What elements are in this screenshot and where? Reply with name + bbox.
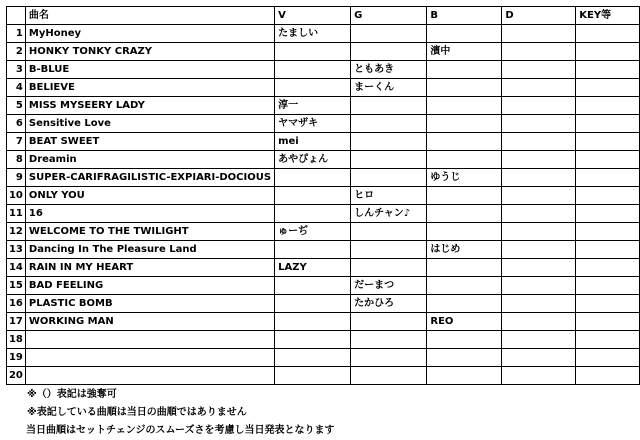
key-cell	[576, 169, 640, 187]
header-drums: D	[502, 7, 576, 25]
row-number: 5	[7, 97, 26, 115]
row-number: 13	[7, 241, 26, 259]
row-number: 11	[7, 205, 26, 223]
song-cell: MISS MYSEERY LADY	[25, 97, 274, 115]
bass-cell	[427, 205, 502, 223]
table-row	[7, 331, 640, 349]
note-line: 当日曲順はセットチェンジのスムーズさを考慮し当日発表となります	[26, 425, 335, 436]
key-cell	[576, 61, 640, 79]
key-cell	[576, 349, 640, 367]
guitar-cell: ヒロ	[351, 187, 427, 205]
guitar-cell: しんチャン♪	[351, 205, 427, 223]
key-cell	[576, 223, 640, 241]
bass-cell	[427, 223, 502, 241]
guitar-cell	[351, 151, 427, 169]
drums-cell	[502, 169, 576, 187]
song-cell: B-BLUE	[25, 61, 274, 79]
bass-cell	[427, 295, 502, 313]
vocal-cell: mei	[275, 133, 351, 151]
table-row	[7, 79, 640, 97]
bass-cell	[427, 349, 502, 367]
key-cell	[576, 97, 640, 115]
table-row	[7, 97, 640, 115]
song-cell: ONLY YOU	[25, 187, 274, 205]
guitar-cell	[351, 133, 427, 151]
guitar-cell: まーくん	[351, 79, 427, 97]
row-number: 6	[7, 115, 26, 133]
header-key: KEY等	[576, 7, 640, 25]
table-row	[7, 259, 640, 277]
vocal-cell	[275, 349, 351, 367]
row-number: 19	[7, 349, 26, 367]
vocal-cell	[275, 79, 351, 97]
guitar-cell: ともあき	[351, 61, 427, 79]
drums-cell	[502, 349, 576, 367]
bass-cell: REO	[427, 313, 502, 331]
vocal-cell	[275, 61, 351, 79]
guitar-cell	[351, 349, 427, 367]
drums-cell	[502, 97, 576, 115]
bass-cell	[427, 151, 502, 169]
song-cell: Sensitive Love	[25, 115, 274, 133]
song-cell	[25, 349, 274, 367]
guitar-cell	[351, 259, 427, 277]
drums-cell	[502, 25, 576, 43]
table-row	[7, 43, 640, 61]
key-cell	[576, 331, 640, 349]
guitar-cell	[351, 169, 427, 187]
row-number: 9	[7, 169, 26, 187]
guitar-cell: だーまつ	[351, 277, 427, 295]
drums-cell	[502, 367, 576, 385]
guitar-cell	[351, 97, 427, 115]
header-bass: B	[427, 7, 502, 25]
header-song: 曲名	[25, 7, 274, 25]
row-number: 18	[7, 331, 26, 349]
note-line: ※表記している曲順は当日の曲順ではありません	[27, 407, 247, 418]
header-number	[7, 7, 26, 25]
table-row	[7, 187, 640, 205]
song-cell: PLASTIC BOMB	[25, 295, 274, 313]
table-row	[7, 241, 640, 259]
header-vocal: V	[275, 7, 351, 25]
vocal-cell	[275, 241, 351, 259]
key-cell	[576, 115, 640, 133]
bass-cell: ゆうじ	[427, 169, 502, 187]
drums-cell	[502, 313, 576, 331]
table-row	[7, 277, 640, 295]
song-cell: Dancing In The Pleasure Land	[25, 241, 274, 259]
song-cell: Dreamin	[25, 151, 274, 169]
row-number: 20	[7, 367, 26, 385]
bass-cell	[427, 61, 502, 79]
row-number: 1	[7, 25, 26, 43]
bass-cell	[427, 115, 502, 133]
table-row	[7, 61, 640, 79]
vocal-cell: 淳一	[275, 97, 351, 115]
guitar-cell	[351, 367, 427, 385]
song-cell: MyHoney	[25, 25, 274, 43]
song-cell: WORKING MAN	[25, 313, 274, 331]
table-row	[7, 367, 640, 385]
drums-cell	[502, 331, 576, 349]
key-cell	[576, 241, 640, 259]
bass-cell	[427, 331, 502, 349]
table-row	[7, 205, 640, 223]
vocal-cell	[275, 367, 351, 385]
bass-cell	[427, 367, 502, 385]
bass-cell	[427, 133, 502, 151]
song-cell	[25, 367, 274, 385]
bass-cell: はじめ	[427, 241, 502, 259]
guitar-cell	[351, 241, 427, 259]
key-cell	[576, 295, 640, 313]
drums-cell	[502, 259, 576, 277]
drums-cell	[502, 61, 576, 79]
bass-cell	[427, 187, 502, 205]
bass-cell	[427, 25, 502, 43]
guitar-cell: たかひろ	[351, 295, 427, 313]
table-row	[7, 151, 640, 169]
bass-cell	[427, 79, 502, 97]
row-number: 7	[7, 133, 26, 151]
key-cell	[576, 43, 640, 61]
drums-cell	[502, 43, 576, 61]
key-cell	[576, 313, 640, 331]
bass-cell	[427, 97, 502, 115]
vocal-cell	[275, 43, 351, 61]
song-cell: WELCOME TO THE TWILIGHT	[25, 223, 274, 241]
table-row	[7, 25, 640, 43]
key-cell	[576, 277, 640, 295]
bass-cell: 濱中	[427, 43, 502, 61]
drums-cell	[502, 151, 576, 169]
table-row	[7, 223, 640, 241]
key-cell	[576, 79, 640, 97]
song-cell: BEAT SWEET	[25, 133, 274, 151]
row-number: 8	[7, 151, 26, 169]
vocal-cell	[275, 331, 351, 349]
drums-cell	[502, 133, 576, 151]
row-number: 10	[7, 187, 26, 205]
guitar-cell	[351, 223, 427, 241]
notes	[27, 386, 334, 440]
key-cell	[576, 259, 640, 277]
key-cell	[576, 133, 640, 151]
vocal-cell	[275, 187, 351, 205]
song-cell: SUPER-CARIFRAGILISTIC-EXPIARI-DOCIOUS	[25, 169, 274, 187]
note-line: ※（）表記は強奪可	[27, 389, 117, 400]
row-number: 2	[7, 43, 26, 61]
setlist-table	[6, 6, 640, 385]
song-cell: BAD FEELING	[25, 277, 274, 295]
drums-cell	[502, 295, 576, 313]
header-row	[7, 7, 640, 25]
row-number: 12	[7, 223, 26, 241]
guitar-cell	[351, 331, 427, 349]
guitar-cell	[351, 43, 427, 61]
drums-cell	[502, 223, 576, 241]
row-number: 3	[7, 61, 26, 79]
song-cell	[25, 331, 274, 349]
table-row	[7, 349, 640, 367]
vocal-cell: たましい	[275, 25, 351, 43]
vocal-cell	[275, 313, 351, 331]
vocal-cell: ヤマザキ	[275, 115, 351, 133]
setlist-sheet	[6, 6, 640, 385]
table-row	[7, 169, 640, 187]
bass-cell	[427, 259, 502, 277]
key-cell	[576, 151, 640, 169]
drums-cell	[502, 115, 576, 133]
song-cell: BELIEVE	[25, 79, 274, 97]
row-number: 17	[7, 313, 26, 331]
vocal-cell	[275, 277, 351, 295]
table-row	[7, 295, 640, 313]
bass-cell	[427, 277, 502, 295]
row-number: 14	[7, 259, 26, 277]
vocal-cell	[275, 295, 351, 313]
table-row	[7, 313, 640, 331]
vocal-cell	[275, 169, 351, 187]
row-number: 16	[7, 295, 26, 313]
guitar-cell	[351, 25, 427, 43]
key-cell	[576, 205, 640, 223]
drums-cell	[502, 205, 576, 223]
drums-cell	[502, 187, 576, 205]
guitar-cell	[351, 115, 427, 133]
vocal-cell: LAZY	[275, 259, 351, 277]
guitar-cell	[351, 313, 427, 331]
row-number: 4	[7, 79, 26, 97]
drums-cell	[502, 79, 576, 97]
song-cell: HONKY TONKY CRAZY	[25, 43, 274, 61]
header-guitar: G	[351, 7, 427, 25]
table-row	[7, 115, 640, 133]
vocal-cell: ゅーぢ	[275, 223, 351, 241]
key-cell	[576, 187, 640, 205]
drums-cell	[502, 277, 576, 295]
table-row	[7, 133, 640, 151]
song-cell: 16	[25, 205, 274, 223]
key-cell	[576, 367, 640, 385]
vocal-cell: あやぴょん	[275, 151, 351, 169]
vocal-cell	[275, 205, 351, 223]
song-cell: RAIN IN MY HEART	[25, 259, 274, 277]
key-cell	[576, 25, 640, 43]
row-number: 15	[7, 277, 26, 295]
drums-cell	[502, 241, 576, 259]
